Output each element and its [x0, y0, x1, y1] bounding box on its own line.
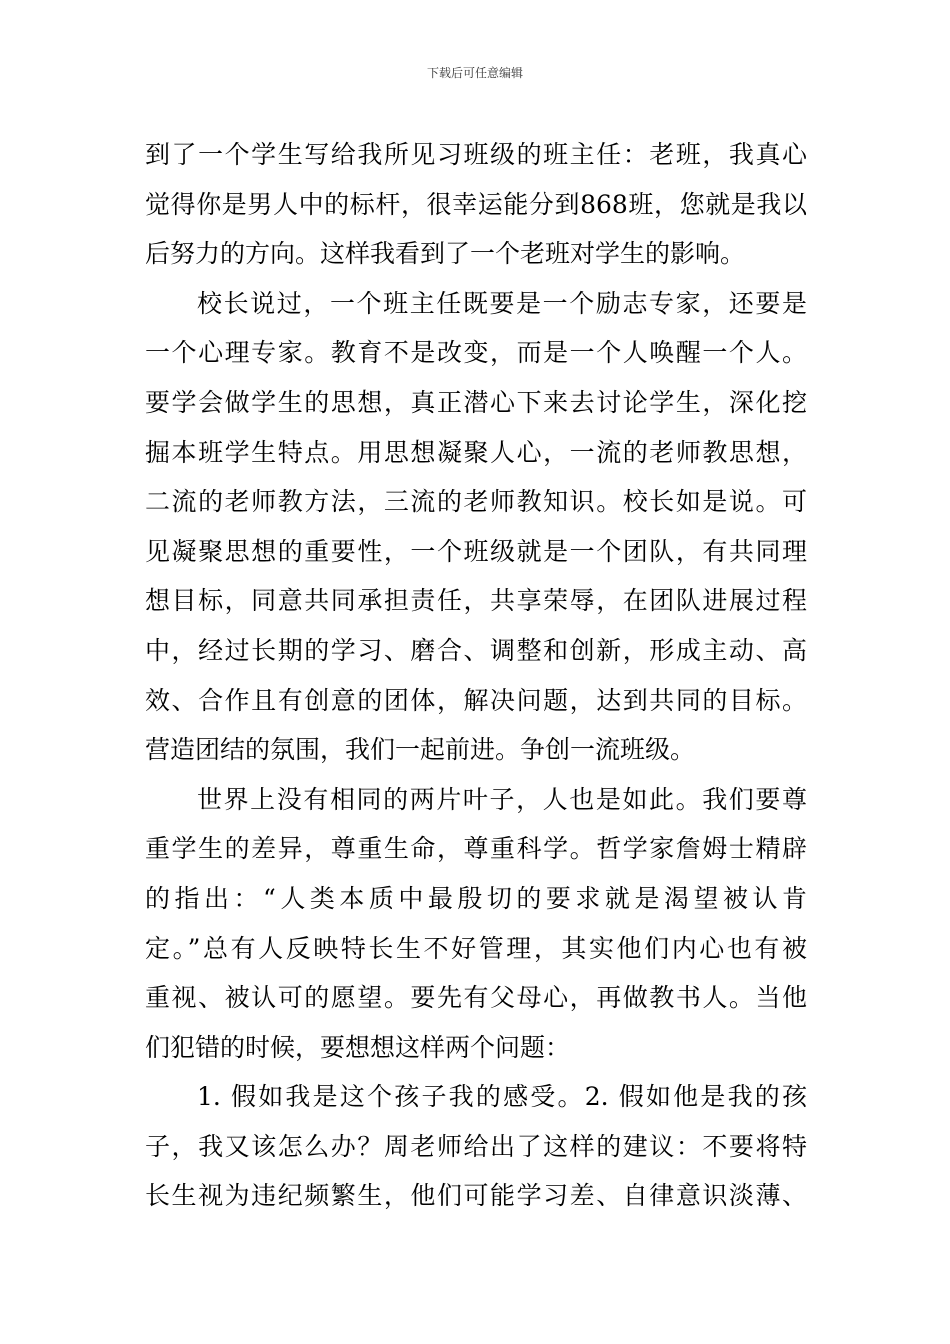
text-line: 掘本班学生特点。用思想凝聚人心，一流的老师教思想，: [145, 437, 807, 467]
paragraph-first-line: 1. 假如我是这个孩子我的感受。2. 假如他是我的孩: [197, 1082, 807, 1112]
text-line: 营造团结的氛围，我们一起前进。争创一流班级。: [145, 735, 696, 765]
paragraph-first-line: 校长说过，一个班主任既要是一个励志专家，还要是: [197, 288, 807, 318]
text-line: 子，我又该怎么办？周老师给出了这样的建议：不要将特: [145, 1131, 807, 1161]
text-line: 重学生的差异，尊重生命，尊重科学。哲学家詹姆士精辟: [145, 834, 807, 864]
page-header: 下载后可任意编辑: [426, 66, 523, 80]
text-line: 定。”总有人反映特长生不好管理，其实他们内心也有被: [145, 933, 807, 963]
text-line: 要学会做学生的思想，真正潜心下来去讨论学生，深化挖: [145, 387, 807, 417]
text-line: 重视、被认可的愿望。要先有父母心，再做教书人。当他: [145, 983, 807, 1013]
text-line: 长生视为违纪频繁生，他们可能学习差、自律意识淡薄、: [145, 1181, 807, 1211]
text-line: 二流的老师教方法，三流的老师教知识。校长如是说。可: [145, 487, 807, 517]
text-line: 中，经过长期的学习、磨合、调整和创新，形成主动、高: [145, 635, 807, 665]
text-line: 一个心理专家。教育不是改变，而是一个人唤醒一个人。: [145, 338, 807, 368]
text-line: 效、合作且有创意的团体，解决问题，达到共同的目标。: [145, 685, 807, 715]
text-line: 觉得你是男人中的标杆，很幸运能分到868班，您就是我以: [145, 189, 807, 219]
paragraph-first-line: 世界上没有相同的两片叶子，人也是如此。我们要尊: [197, 784, 807, 814]
text-line: 后努力的方向。这样我看到了一个老班对学生的影响。: [145, 239, 746, 269]
text-line: 们犯错的时候，要想想这样两个问题：: [145, 1032, 571, 1062]
text-line: 到了一个学生写给我所见习班级的班主任：老班，我真心: [145, 140, 807, 169]
body-text: [145, 130, 807, 1221]
text-line: 的指出：“人类本质中最殷切的要求就是渴望被认肯: [145, 883, 807, 913]
text-line: 见凝聚思想的重要性，一个班级就是一个团队，有共同理: [145, 536, 807, 566]
text-line: 想目标，同意共同承担责任，共享荣辱，在团队进展过程: [145, 586, 807, 616]
